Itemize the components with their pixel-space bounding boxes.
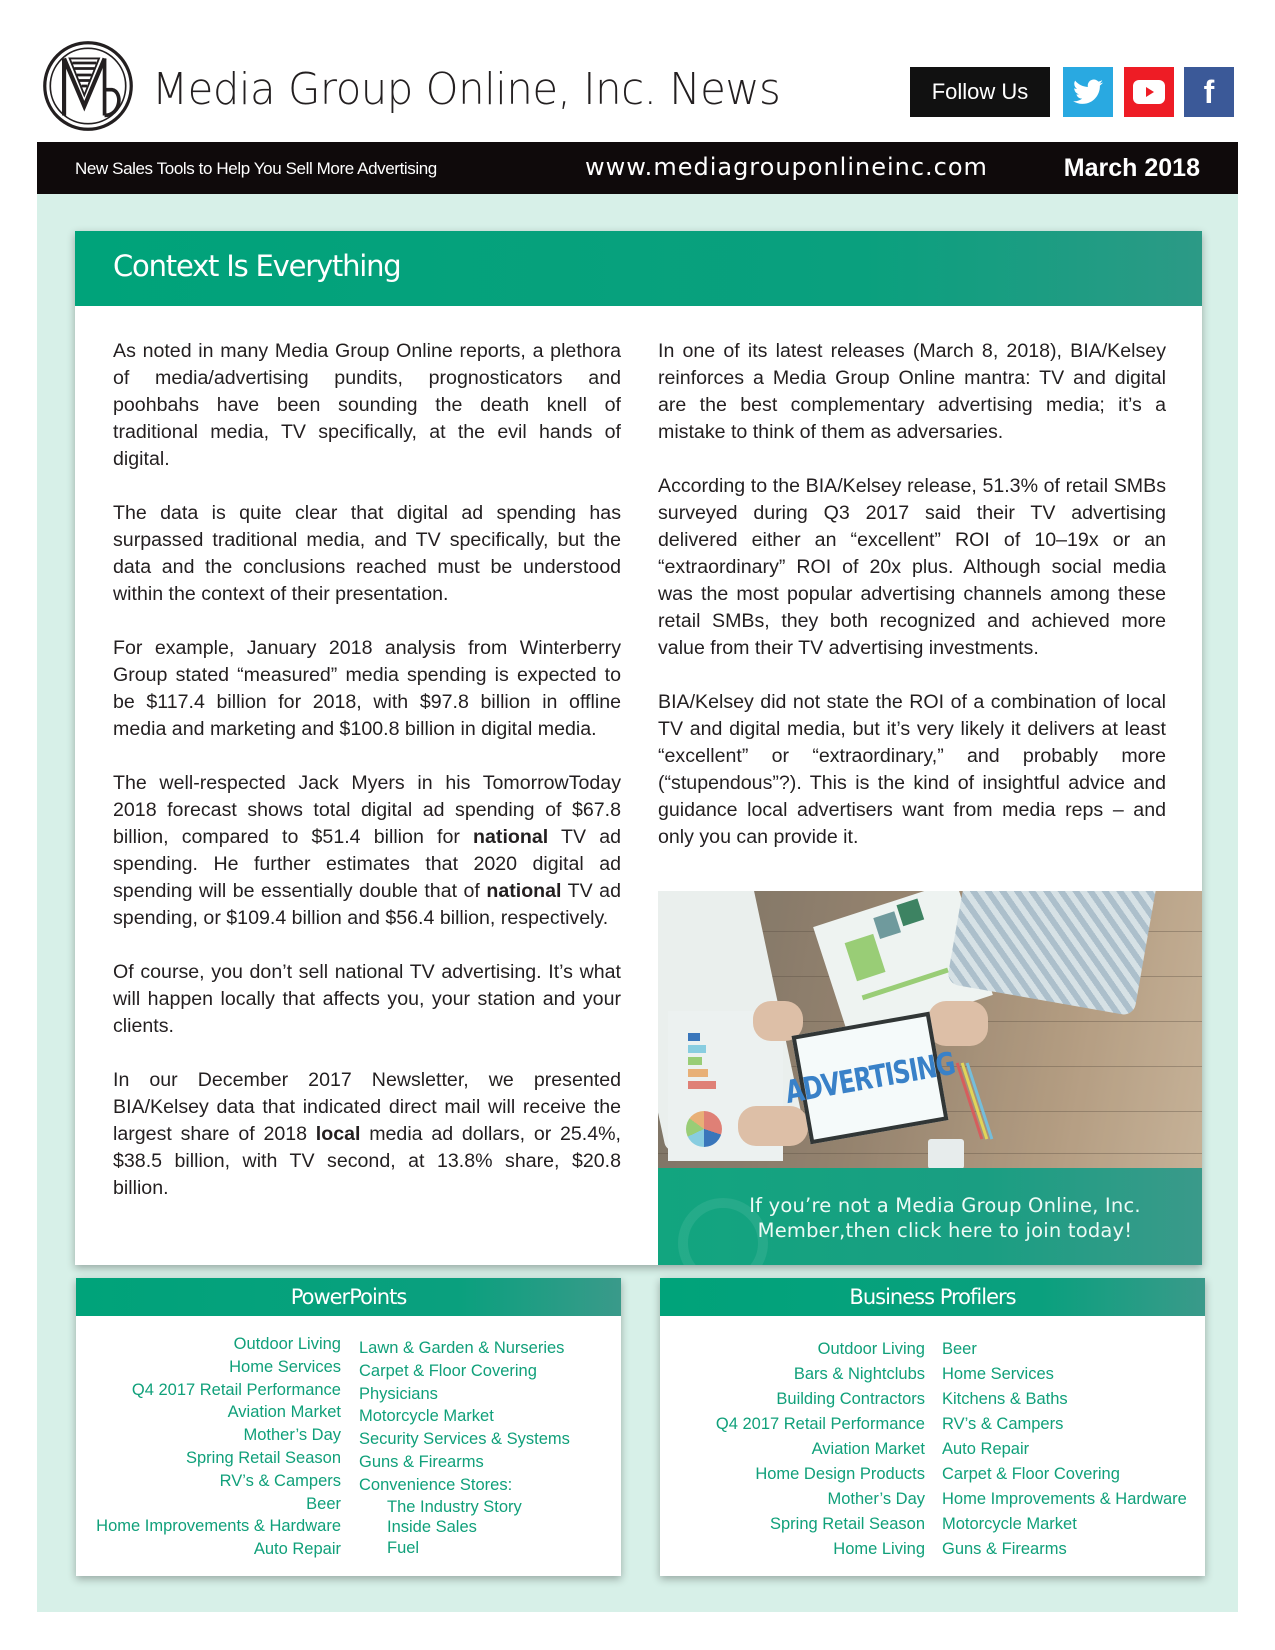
youtube-play-icon: [1132, 79, 1166, 105]
tagline: New Sales Tools to Help You Sell More Advertising: [75, 159, 437, 178]
link-security-services-systems[interactable]: Security Services & Systems: [359, 1430, 570, 1449]
link-beer[interactable]: Beer: [306, 1494, 341, 1513]
link-bars-nightclubs[interactable]: Bars & Nightclubs: [793, 1365, 925, 1383]
article-paragraph: [658, 338, 1166, 446]
header-bar: [37, 142, 1238, 194]
link-home-living[interactable]: Home Living: [833, 1540, 925, 1558]
article-paragraph: [113, 500, 621, 608]
profilers-list-right: [942, 1337, 1187, 1562]
link-inside-sales[interactable]: Inside Sales: [387, 1518, 477, 1537]
link-carpet-floor-covering[interactable]: Carpet & Floor Covering: [942, 1465, 1120, 1483]
link-aviation-market[interactable]: Aviation Market: [227, 1403, 341, 1422]
link-home-services[interactable]: Home Services: [229, 1357, 341, 1376]
article-paragraph: [113, 770, 621, 932]
paragraph-text: In our December 2017 Newsletter, we presented BIA/Kelsey data that indicated direct mail will receive the largest share of 2018: [113, 1069, 621, 1145]
twitter-button[interactable]: [1063, 67, 1113, 117]
article-title: Context Is Everything: [113, 249, 401, 283]
paragraph-text: According to the BIA/Kelsey release, 51.3% of retail SMBs surveyed during Q3 2017 said their TV advertising delivered either an “excellent” ROI of 10–19x or an “extraordinary” ROI of 20x plus. Although social media was the most popular advertising channels among these retail SMBs, they both recognized and achieved more value from their TV advertising investments.: [658, 475, 1166, 659]
article-paragraph: [658, 473, 1166, 662]
join-today-link[interactable]: [658, 1168, 1202, 1265]
link-rv-s-campers[interactable]: RV’s & Campers: [942, 1415, 1064, 1433]
link-guns-firearms[interactable]: Guns & Firearms: [942, 1540, 1067, 1558]
facebook-f-icon: f: [1203, 73, 1215, 110]
link-fuel[interactable]: Fuel: [387, 1538, 420, 1557]
link-beer[interactable]: Beer: [942, 1340, 977, 1358]
article-column-left: [113, 338, 621, 1229]
link-auto-repair[interactable]: Auto Repair: [942, 1440, 1030, 1458]
article-column-right: [658, 338, 1166, 878]
link-carpet-floor-covering[interactable]: Carpet & Floor Covering: [359, 1361, 537, 1380]
advertising-sign: ADVERTISING: [792, 1012, 949, 1145]
powerpoints-title: PowerPoints: [290, 1285, 407, 1309]
business-profilers-title: Business Profilers: [849, 1285, 1016, 1309]
paragraph-text: As noted in many Media Group Online reports, a plethora of media/advertising pundits, prognosticators and poohbahs have been sounding the death knell of traditional media, TV specifically, at the evil hands of digital.: [113, 340, 621, 470]
paragraph-text: BIA/Kelsey did not state the ROI of a combination of local TV and digital media, but it’s very likely it delivers at least “excellent” or “extraordinary,” and probably more (“stupendous”?). This is the kind of insightful advice and guidance local advertisers want from media reps – and only you can provide it.: [658, 691, 1166, 848]
business-profilers-header: [660, 1278, 1205, 1316]
article-paragraph: [658, 689, 1166, 851]
promo-line-2: Member,then click here to join today!: [757, 1219, 1133, 1242]
emphasis-text: local: [315, 1123, 361, 1145]
paragraph-text: Of course, you don’t sell national TV advertising. It’s what will happen locally that affects you, your station and your clients.: [113, 961, 621, 1037]
paragraph-text: The data is quite clear that digital ad spending has surpassed traditional media, and TV specifically, but the data and the conclusions reached must be understood within the context of their presentation.: [113, 502, 621, 605]
link-home-services[interactable]: Home Services: [942, 1365, 1054, 1383]
article-paragraph: [113, 959, 621, 1040]
link-q4-2017-retail-performance[interactable]: Q4 2017 Retail Performance: [131, 1380, 341, 1399]
advertising-photo: [658, 891, 1202, 1168]
link-home-improvements-hardware[interactable]: Home Improvements & Hardware: [942, 1490, 1187, 1508]
link-physicians[interactable]: Physicians: [359, 1384, 438, 1403]
emphasis-text: national: [486, 880, 562, 902]
paragraph-text: In one of its latest releases (March 8, 2018), BIA/Kelsey reinforces a Media Group Online mantra: TV and digital are the best complementary advertising media; it’s a mistake to think of them as adversaries.: [658, 340, 1166, 443]
link-convenience-stores[interactable]: Convenience Stores:: [359, 1475, 513, 1494]
article-paragraph: [113, 635, 621, 743]
mg-logo[interactable]: [42, 40, 134, 132]
link-motorcycle-market[interactable]: Motorcycle Market: [359, 1407, 494, 1426]
link-outdoor-living[interactable]: Outdoor Living: [817, 1340, 925, 1358]
article-paragraph: [113, 338, 621, 473]
promo-line-1: If you’re not a Media Group Online, Inc.: [749, 1194, 1141, 1217]
membership-promo[interactable]: [658, 891, 1202, 1265]
link-outdoor-living[interactable]: Outdoor Living: [233, 1335, 341, 1353]
article-header: [75, 231, 1202, 306]
business-profilers-box: [660, 1278, 1205, 1576]
link-rv-s-campers[interactable]: RV’s & Campers: [219, 1471, 341, 1490]
link-the-industry-story[interactable]: The Industry Story: [387, 1497, 522, 1516]
link-aviation-market[interactable]: Aviation Market: [811, 1440, 925, 1458]
powerpoints-box: [76, 1278, 621, 1576]
link-kitchens-baths[interactable]: Kitchens & Baths: [942, 1390, 1068, 1408]
link-guns-firearms[interactable]: Guns & Firearms: [359, 1452, 484, 1471]
link-spring-retail-season[interactable]: Spring Retail Season: [769, 1515, 925, 1533]
link-building-contractors[interactable]: Building Contractors: [776, 1390, 925, 1408]
website-link[interactable]: www.mediagrouponlineinc.com: [585, 153, 988, 181]
link-mother-s-day[interactable]: Mother’s Day: [827, 1490, 925, 1508]
article-paragraph: [113, 1067, 621, 1202]
paragraph-text: The well-respected Jack Myers in his TomorrowToday 2018 forecast shows total digital ad spending of $67.8 billion, compared to $51.4 billion for: [113, 772, 621, 848]
article-card: [75, 231, 1202, 1265]
link-auto-repair[interactable]: Auto Repair: [253, 1540, 341, 1559]
link-mother-s-day[interactable]: Mother’s Day: [243, 1426, 341, 1445]
paragraph-text: TV ad spending, or $109.4 billion and $56.4 billion, respectively.: [113, 880, 621, 929]
newsletter-title: Media Group Online, Inc. News: [152, 64, 781, 115]
link-home-design-products[interactable]: Home Design Products: [755, 1465, 925, 1483]
link-spring-retail-season[interactable]: Spring Retail Season: [185, 1448, 341, 1467]
paragraph-text: media ad dollars, or 25.4%, $38.5 billion, with TV second, at 13.8% share, $20.8 billion.: [113, 1123, 621, 1199]
follow-us-label: Follow Us: [910, 67, 1050, 117]
powerpoints-list-left: [96, 1333, 341, 1561]
facebook-button[interactable]: [1184, 67, 1234, 117]
twitter-bird-icon: [1073, 79, 1103, 105]
powerpoints-list-right: [359, 1337, 570, 1558]
link-lawn-garden-nurseries[interactable]: Lawn & Garden & Nurseries: [359, 1339, 565, 1357]
link-q4-2017-retail-performance[interactable]: Q4 2017 Retail Performance: [715, 1415, 925, 1433]
youtube-button[interactable]: [1124, 67, 1174, 117]
powerpoints-header: [76, 1278, 621, 1316]
issue-date: March 2018: [1063, 154, 1200, 182]
link-home-improvements-hardware[interactable]: Home Improvements & Hardware: [96, 1517, 341, 1536]
paragraph-text: TV ad spending. He further estimates that 2020 digital ad spending will be essentially double that of: [113, 826, 621, 902]
paragraph-text: For example, January 2018 analysis from Winterberry Group stated “measured” media spending is expected to be $117.4 billion for 2018, with $97.8 billion in offline media and marketing and $100.8 billion in digital media.: [113, 637, 621, 740]
link-motorcycle-market[interactable]: Motorcycle Market: [942, 1515, 1077, 1533]
profilers-list-left: [716, 1337, 925, 1562]
emphasis-text: national: [473, 826, 549, 848]
